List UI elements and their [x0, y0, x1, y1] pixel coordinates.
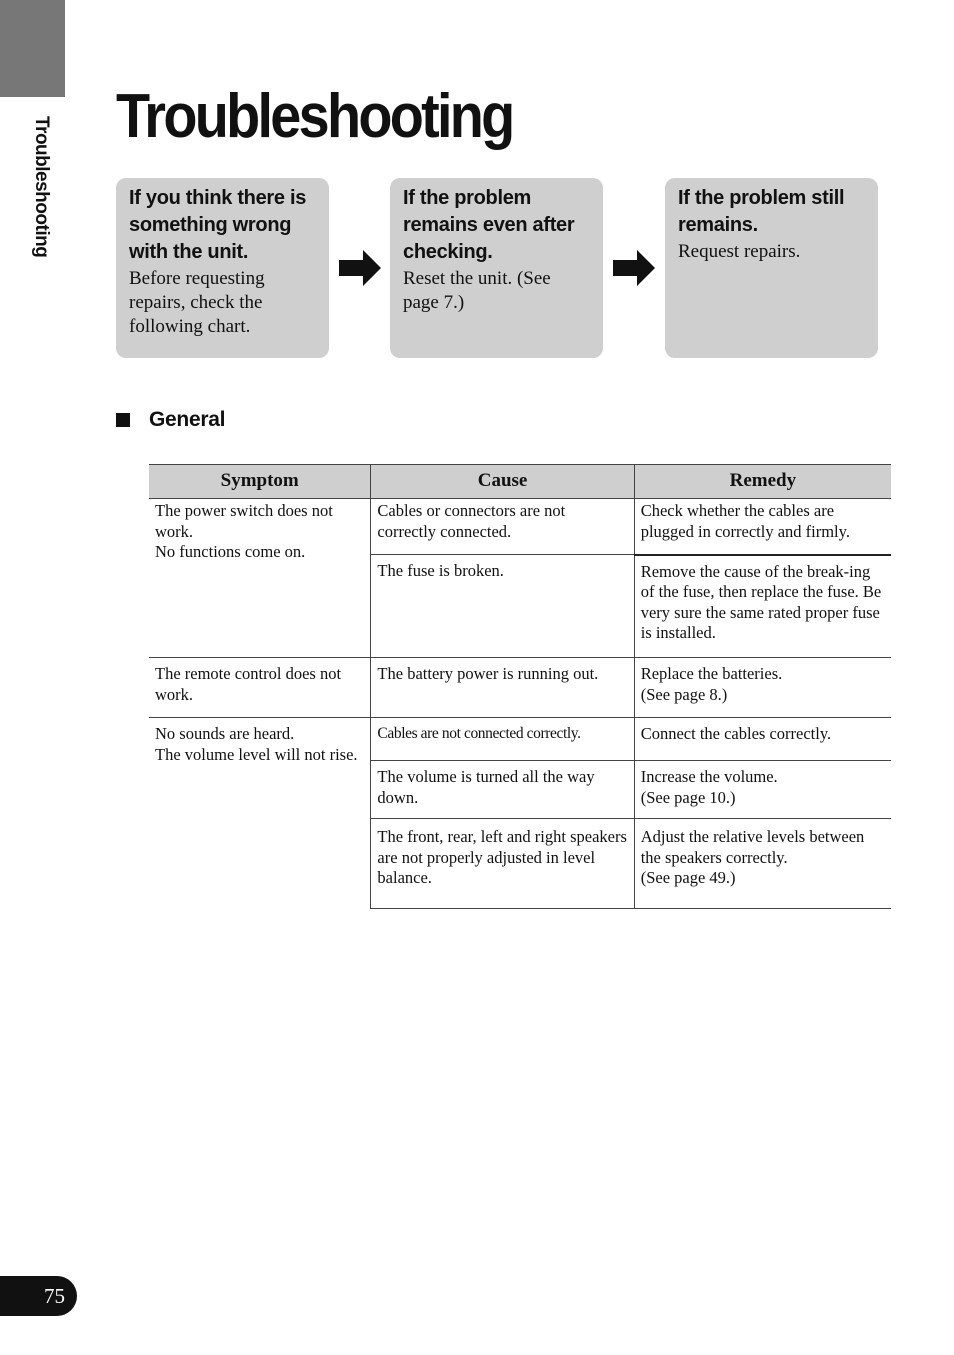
corner-tab	[0, 0, 65, 97]
section-title: General	[149, 408, 226, 431]
side-section-label: Troubleshooting	[31, 116, 52, 258]
remedy-cell	[634, 819, 891, 909]
remedy-line: Increase the volume.	[640, 767, 778, 786]
symptom-line: No sounds are heard.	[155, 724, 295, 743]
symptom-cell	[149, 718, 371, 909]
flow-step-2-heading: If the problem remains even after checking.	[403, 187, 575, 263]
table-row	[149, 499, 891, 555]
cause-cell: The volume is turned all the way down.	[371, 761, 634, 819]
cause-cell: The battery power is running out.	[371, 658, 634, 718]
remedy-line: (See page 8.)	[640, 684, 728, 704]
table-row	[149, 658, 891, 718]
flow-step-3-heading: If the problem still remains.	[678, 187, 845, 236]
remedy-line: Adjust the relative levels between the speakers correctly.	[640, 827, 865, 867]
flow-step-2	[390, 178, 603, 358]
remedy-line: (See page 49.)	[640, 868, 736, 887]
symptom-cell	[149, 499, 371, 658]
page-title: Troubleshooting	[116, 82, 513, 151]
flow-step-1	[116, 178, 329, 358]
table-header-row	[149, 465, 891, 499]
section-heading	[116, 408, 225, 432]
flow-step-3-text: Request repairs.	[678, 241, 801, 262]
remedy-line: Replace the batteries.	[640, 664, 783, 683]
remedy-cell: Connect the cables correctly.	[634, 718, 891, 761]
cause-cell: Cables or connectors are not correctly connected.	[371, 499, 634, 555]
remedy-line: (See page 10.)	[640, 787, 736, 807]
header-symptom: Symptom	[149, 465, 371, 499]
remedy-cell	[634, 658, 891, 718]
remedy-cell	[634, 761, 891, 819]
symptom-cell: The remote control does not work.	[149, 658, 371, 718]
header-remedy: Remedy	[634, 465, 891, 499]
cause-cell: The front, rear, left and right speakers are not properly adjusted in level balance.	[371, 819, 634, 909]
flow-step-2-text: Reset the unit. (See page 7.)	[403, 268, 551, 313]
symptom-line: The volume level will not rise.	[155, 744, 358, 764]
right-arrow-icon	[611, 248, 657, 288]
header-cause: Cause	[371, 465, 634, 499]
cause-cell: The fuse is broken.	[371, 555, 634, 658]
remedy-cell: Remove the cause of the break-ing of the fuse, then replace the fuse. Be very sure the same rated proper fuse is installed.	[634, 555, 891, 658]
remedy-cell: Check whether the cables are plugged in correctly and firmly.	[634, 499, 891, 555]
symptom-line: The power switch does not work.	[155, 501, 333, 541]
cause-cell: Cables are not connected correctly.	[371, 718, 634, 761]
square-bullet-icon	[116, 413, 130, 427]
right-arrow-icon	[337, 248, 383, 288]
table-row	[149, 718, 891, 761]
symptom-line: No functions come on.	[155, 542, 306, 561]
flow-step-1-text: Before requesting repairs, check the following chart.	[129, 268, 265, 337]
troubleshooting-table	[149, 464, 891, 909]
flow-step-1-heading: If you think there is something wrong with the unit.	[129, 187, 307, 263]
flow-step-3	[665, 178, 878, 358]
page-number: 75	[0, 1276, 77, 1316]
